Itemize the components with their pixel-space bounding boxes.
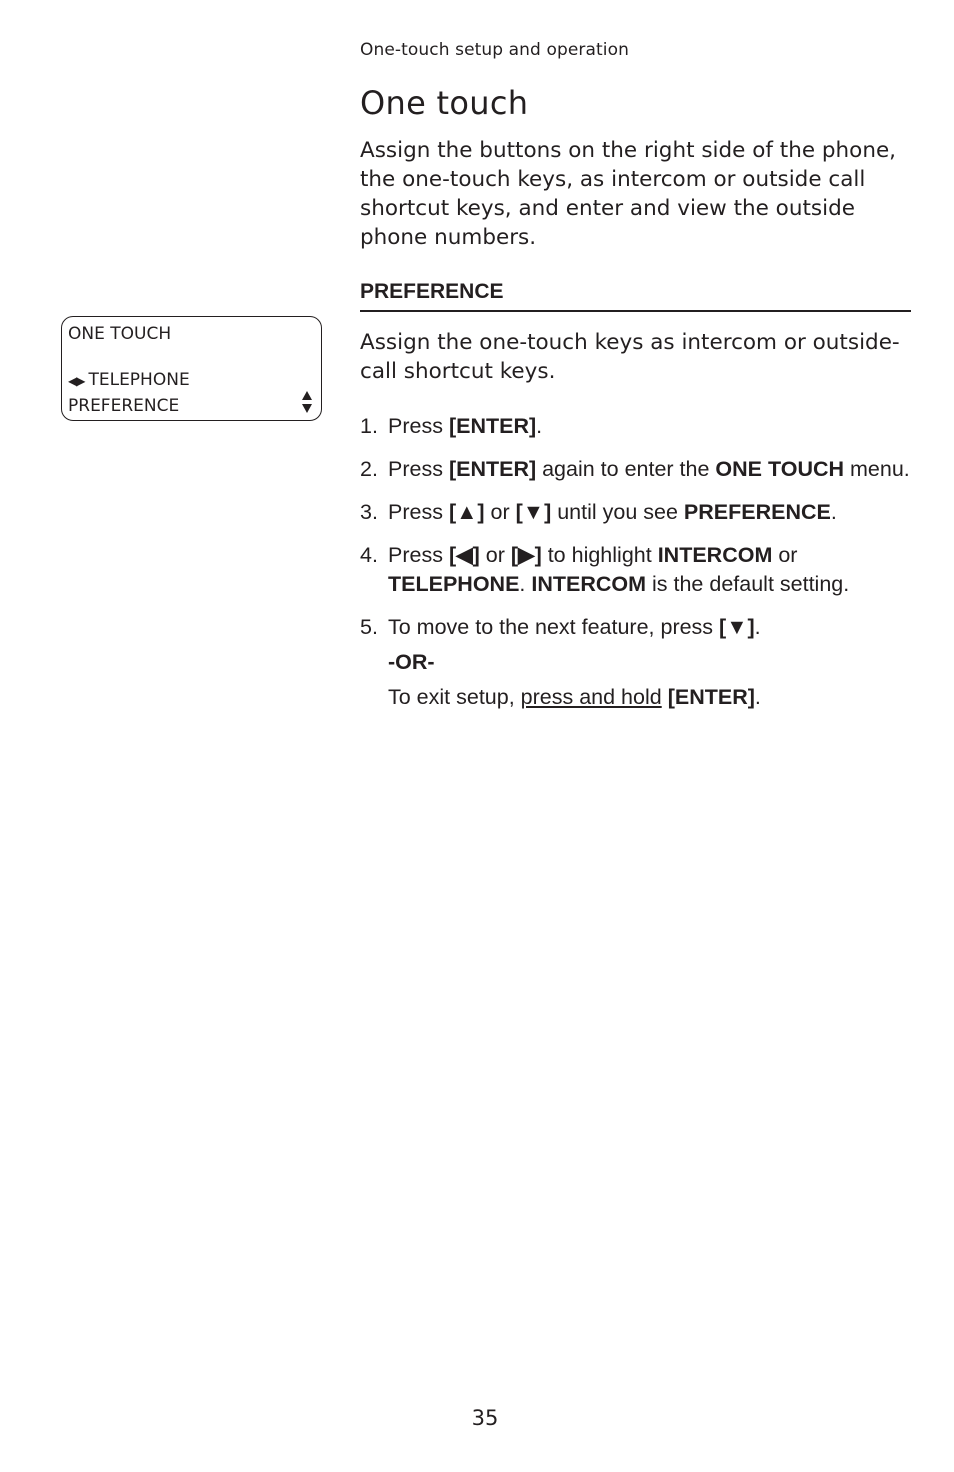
option-label: INTERCOM	[531, 572, 647, 596]
option-label: INTERCOM	[657, 543, 773, 567]
key-label: [ENTER]	[448, 457, 537, 481]
left-right-arrows-icon: ◀▶	[68, 374, 85, 388]
step-text: To exit setup,	[388, 685, 521, 709]
step-text: Press	[388, 543, 449, 567]
step-text: Press	[388, 500, 449, 524]
menu-label: ONE TOUCH	[715, 457, 845, 481]
step-5	[360, 613, 920, 712]
key-label: [▼]	[719, 615, 755, 639]
step-number: 2.	[360, 457, 378, 481]
lcd-line-3: PREFERENCE	[68, 396, 180, 416]
step-text: .	[830, 500, 837, 524]
step-text: Press	[388, 457, 449, 481]
emphasis-text: press and hold	[520, 685, 662, 709]
step-number: 3.	[360, 500, 378, 524]
step-1	[360, 412, 920, 441]
key-label: [ENTER]	[667, 685, 755, 709]
step-text: is the default setting.	[646, 572, 850, 596]
page-title: One touch	[360, 84, 529, 122]
running-header: One-touch setup and operation	[360, 40, 629, 60]
step-text: .	[536, 414, 543, 438]
page-number: 35	[471, 1406, 499, 1430]
lcd-line-2	[68, 369, 190, 392]
step-2	[360, 455, 920, 484]
intro-paragraph: Assign the buttons on the right side of the phone, the one-touch keys, as intercom or outside call shortcut keys, and enter and view the outside phone numbers.	[360, 138, 897, 250]
exit-instruction	[388, 683, 920, 712]
step-text: until you see	[551, 500, 684, 524]
step-number: 4.	[360, 543, 378, 567]
lcd-line-2-text: TELEPHONE	[88, 370, 190, 390]
step-text: .	[519, 572, 532, 596]
lcd-line-1: ONE TOUCH	[68, 324, 172, 344]
step-text: to highlight	[541, 543, 658, 567]
step-text: menu.	[844, 457, 910, 481]
step-text: or	[772, 543, 798, 567]
step-text: .	[754, 685, 761, 709]
step-text: again to enter the	[536, 457, 716, 481]
step-number: 1.	[360, 414, 378, 438]
section-heading: PREFERENCE	[360, 280, 911, 312]
steps-list	[360, 412, 920, 726]
step-4	[360, 541, 920, 599]
key-label: [▼]	[515, 500, 552, 524]
option-label: TELEPHONE	[388, 572, 520, 596]
key-label: [ENTER]	[448, 414, 537, 438]
step-text: To move to the next feature, press	[388, 615, 720, 639]
section-description: Assign the one-touch keys as intercom or outside-call shortcut keys.	[360, 330, 900, 384]
menu-label: PREFERENCE	[683, 500, 831, 524]
step-text: .	[754, 615, 761, 639]
up-down-arrows-icon	[301, 390, 313, 414]
step-text: Press	[388, 414, 449, 438]
lcd-screen-illustration	[61, 316, 322, 421]
key-label: [◀]	[448, 543, 480, 567]
step-3	[360, 498, 920, 527]
key-label: [▲]	[448, 500, 485, 524]
key-label: [▶]	[510, 543, 542, 567]
step-number: 5.	[360, 615, 378, 639]
step-text: or	[479, 543, 511, 567]
step-5-line	[388, 613, 920, 642]
or-separator: -OR-	[388, 650, 435, 674]
step-text: or	[484, 500, 516, 524]
